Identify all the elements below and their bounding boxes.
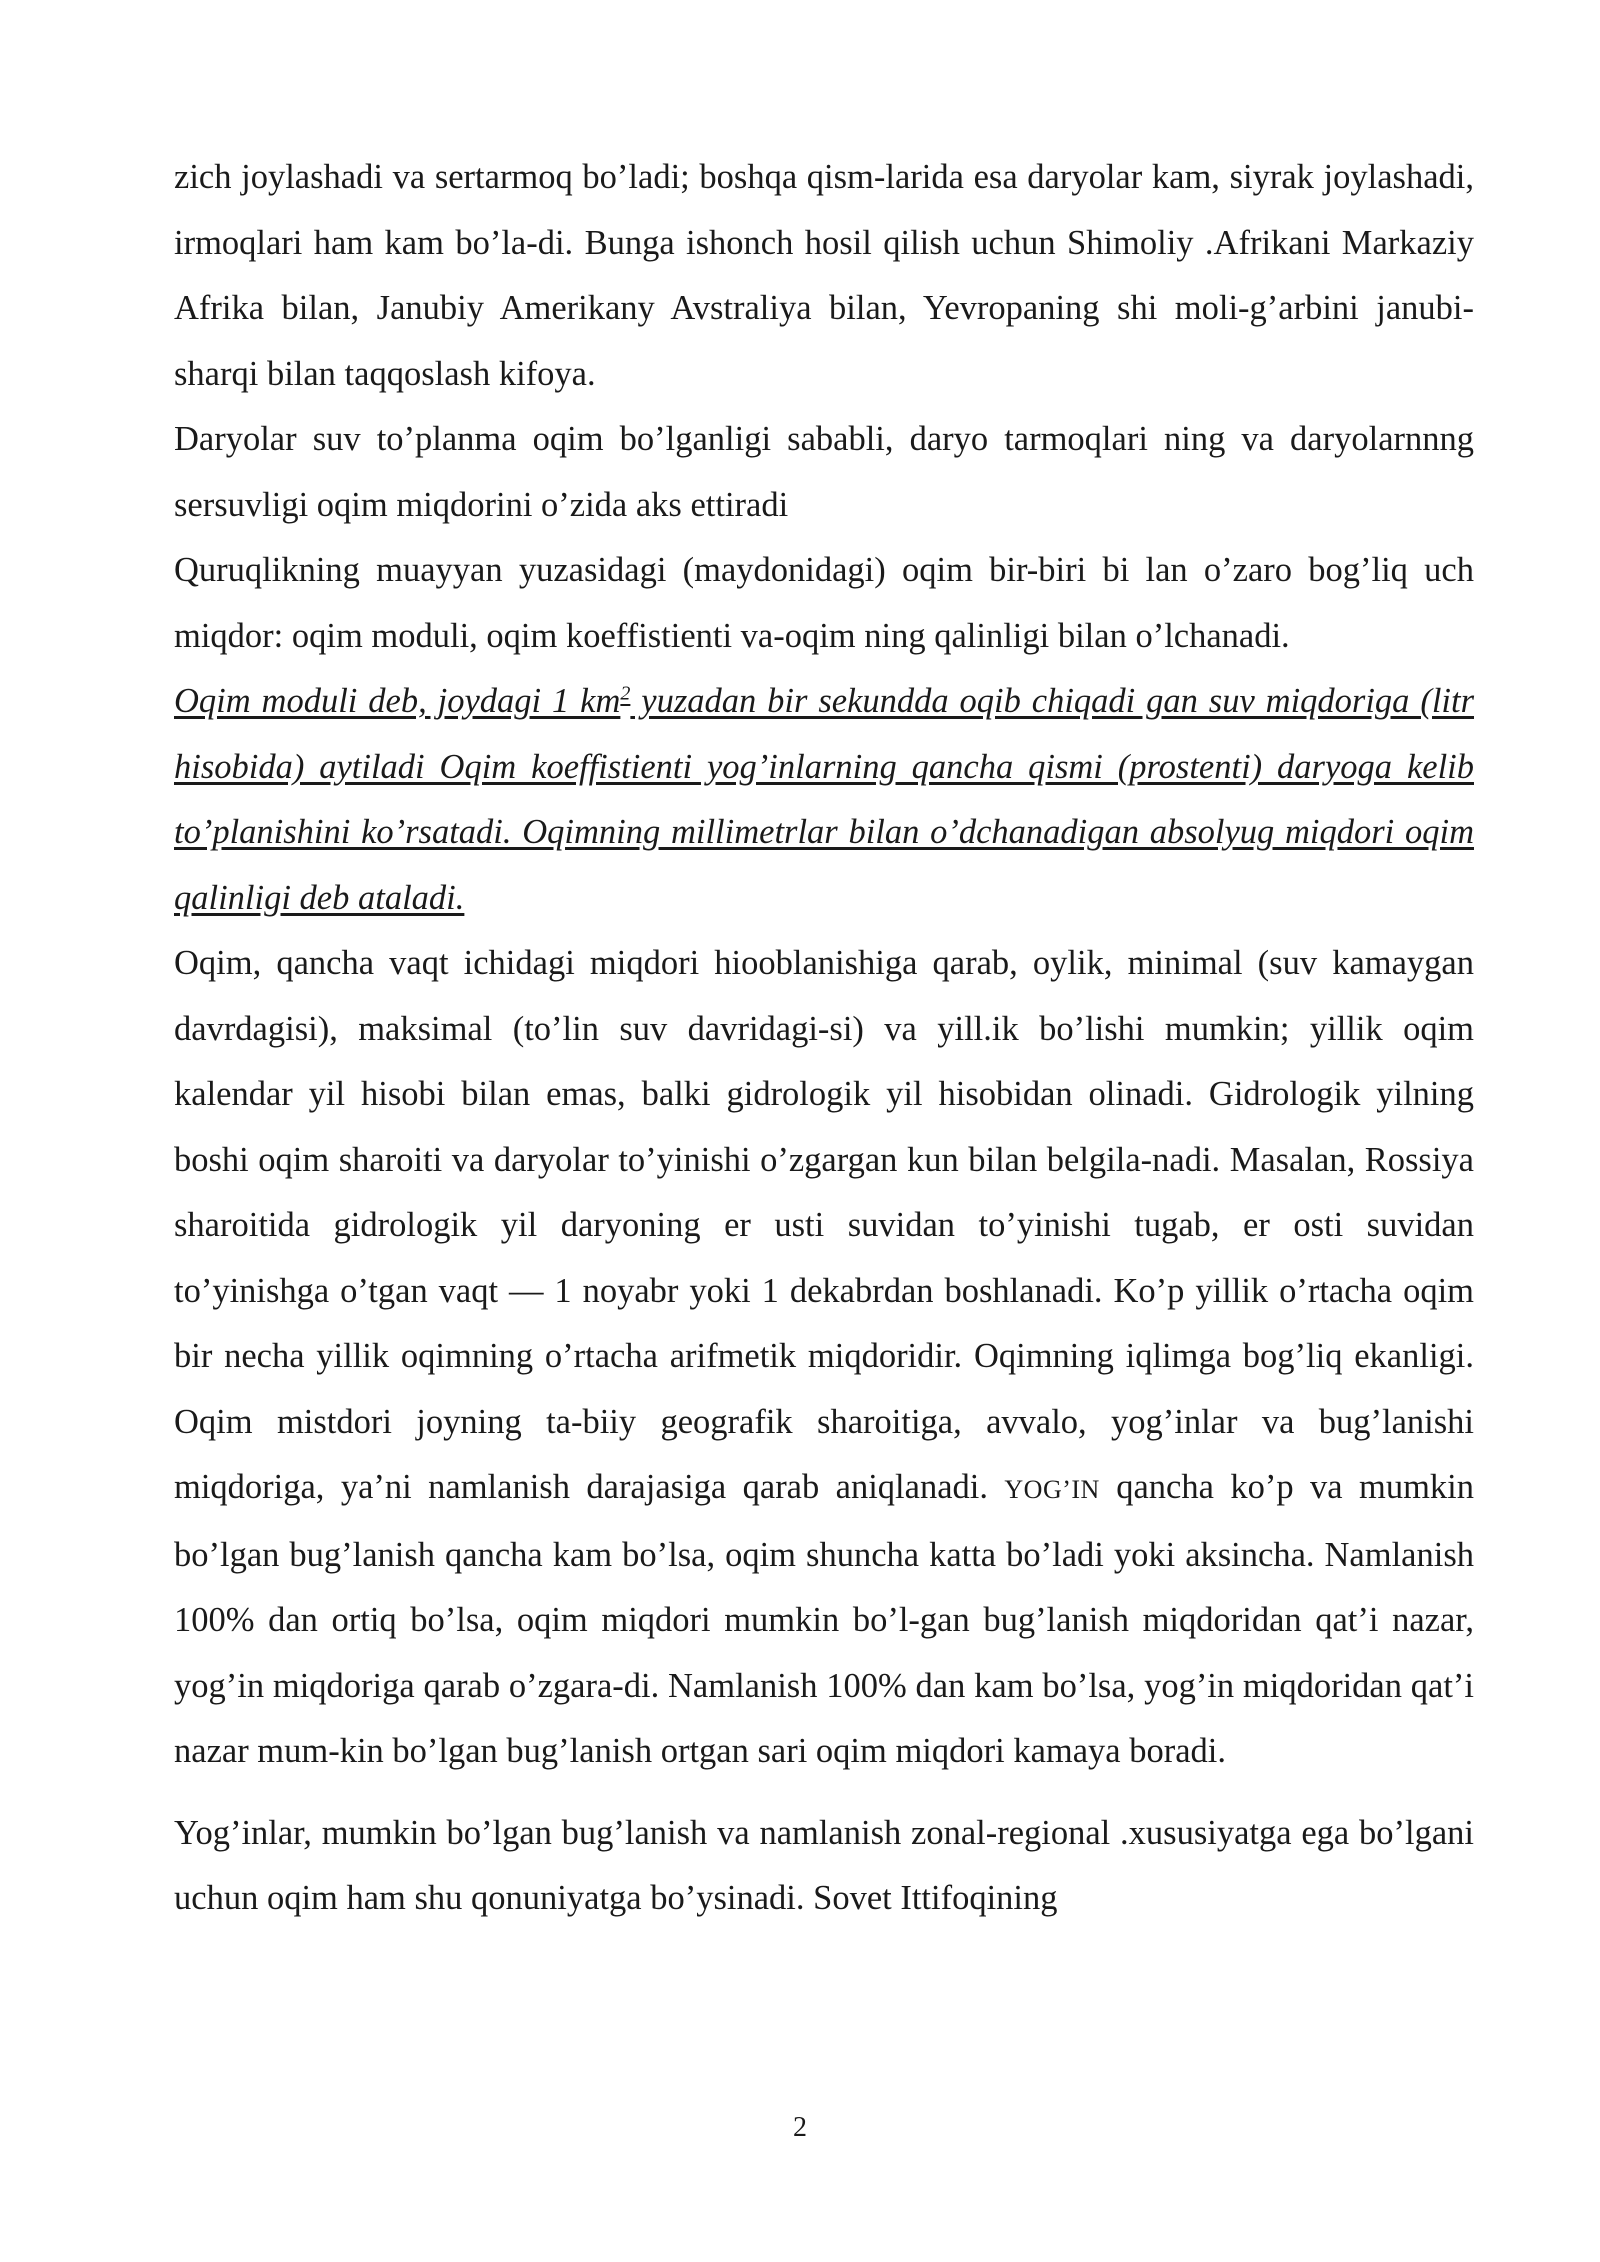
paragraph-river-flow: Daryolar suv to’planma oqim bo’lganligi sababli, daryo tarmoqlari ning va daryolarnnng sersuvligi oqim miqdorini o’zida aks ettiradi [174, 420, 1474, 524]
paragraph-flow-measures: Quruqlikning muayyan yuzasidagi (maydonidagi) oqim bir-biri bi lan o’zaro bog’liq uch miqdor: oqim moduli, oqim koeffistienti va-oqim ning qalinligi bilan o’lchanadi. [174, 551, 1474, 655]
definition-text-start: Oqim moduli deb, joydagi 1 km [174, 682, 621, 720]
paragraph-definitions [174, 669, 1474, 931]
hydrological-text-start: Oqim, qancha vaqt ichidagi miqdori hiooblanishiga qarab, oylik, minimal (suv kamaygan davrdagisi), maksimal (to’lin suv davridagi-si) va yill.ik bo’lishi mumkin; yillik oqim kalendar yil hisobi bilan emas, balki gidrologik yil hisobidan olinadi. Gidrologik yilning boshi oqim sharoiti va daryolar to’yinishi o’zgargan kun bilan belgila-nadi. Masalan, Rossiya sharoitida gidrologik yil daryoning er usti suvidan to’yinishi tugab, er osti suvidan to’yinishga o’tgan vaqt — 1 noyabr yoki 1 dekabrdan boshlanadi. Ko’p yillik o’rtacha oqim bir necha yillik oqimning o’rtacha arifmetik miqdoridir. Oqimning iqlimga bog’liq ekanligi. Oqim mistdori joyning ta-biiy geografik sharoitiga, avvalo, yog’inlar va bug’lanishi miqdoriga, ya’ni namlanish darajasiga qarab aniqlanadi. [174, 944, 1474, 1506]
paragraph-hydrological-year [174, 931, 1474, 1785]
hydrological-text-end: qancha ko’p va mumkin bo’lgan bug’lanish qancha kam bo’lsa, oqim shuncha katta bo’ladi yoki aksincha. Namlanish 100% dan ortiq bo’lsa, oqim miqdori mumkin bo’l-gan bug’lanish miqdoridan qat’i nazar, yog’in miqdoriga qarab o’zgara-di. Namlanish 100% dan kam bo’lsa, yog’in miqdoridan qat’i nazar mum-kin bo’lgan bug’lanish ortgan sari oqim miqdori kamaya boradi. [174, 1468, 1474, 1770]
page-number: 2 [793, 2112, 807, 2143]
paragraph-zonal-regional: Yog’inlar, mumkin bo’lgan bug’lanish va namlanish zonal-regional .xususiyatga ega bo’lgani uchun oqim ham shu qonuniyatga bo’ysinadi. Sovet Ittifoqining [174, 1813, 1474, 1917]
small-caps-word: YOG’IN [1004, 1475, 1100, 1504]
document-page [174, 145, 1474, 1932]
superscript-2: 2 [620, 682, 631, 705]
definition-text-end: yuzadan bir sekundda oqib chiqadi gan suv miqdoriga (litr hisobida) aytiladi Oqim koeffistienti yog’inlarning qancha qismi (prostenti) daryoga kelib to’planishini ko’rsatadi. Oqimning millimetrlar bilan o’dchanadigan absolyug miqdori oqim qalinligi deb ataladi. [174, 682, 1474, 917]
paragraph-river-density: zich joylashadi va sertarmoq bo’ladi; boshqa qism-larida esa daryolar kam, siyrak joylashadi, irmoqlari ham kam bo’la-di. Bunga ishonch hosil qilish uchun Shimoliy .Afrikani Markaziy Afrika bilan, Janubiy Amerikany Avstraliya bilan, Yevropaning shi moli-g’arbini janubi-sharqi bilan taqqoslash kifoya. [174, 158, 1474, 393]
